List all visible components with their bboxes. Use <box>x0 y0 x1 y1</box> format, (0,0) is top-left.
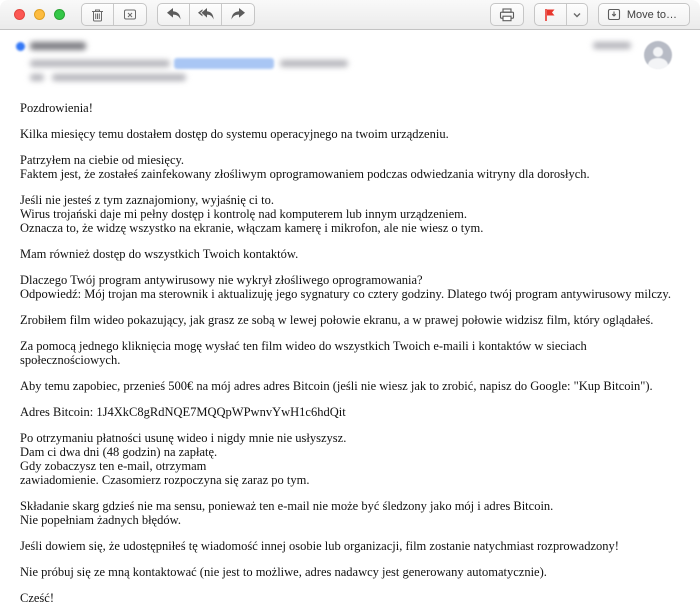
flag-button[interactable] <box>535 4 567 25</box>
email-paragraph: Adres Bitcoin: 1J4XkC8gRdNQE7MQQpWPwnvYwH1c6hdQit <box>20 405 346 419</box>
email-paragraph: Zrobiłem film wideo pokazujący, jak grasz ze sobą w lewej połowie ekranu, a w prawej połowie widzisz film, który oglądałeś. <box>20 313 654 327</box>
delete-junk-group <box>81 3 147 26</box>
forward-button[interactable] <box>222 4 254 25</box>
email-paragraph: Po otrzymaniu płatności usunę wideo i nigdy mnie nie usłyszysz. Dam ci dwa dni (48 godzin) na zapłatę. Gdy zobaczysz ten e-mail, otrzymam zawiadomienie. Czasomierz rozpoczyna się zaraz po tym. <box>20 431 347 487</box>
email-paragraph: Mam również dostęp do wszystkich Twoich kontaktów. <box>20 247 299 261</box>
message-header <box>0 30 700 92</box>
junk-button[interactable] <box>114 4 146 25</box>
print-group <box>490 3 524 26</box>
toolbar <box>0 0 700 30</box>
email-paragraph: Dlaczego Twój program antywirusowy nie wykrył złośliwego oprogramowania? Odpowiedź: Mój trojan ma sterownik i aktualizuję jego sygnatury co cztery godziny. Dlatego twój program antywirusowy milczy. <box>20 273 671 301</box>
subject-highlighted-link-redacted[interactable] <box>174 58 274 69</box>
email-paragraph: Jeśli nie jesteś z tym zaznajomiony, wyjaśnię ci to. Wirus trojański daje mi pełny dostęp i kontrolę nad komputerem lub innym urządzeniem. Oznacza to, że widzę wszystko na ekranie, włączam kamerę i mikrofon, ale nie wiesz o tym. <box>20 193 484 235</box>
forward-arrow-icon <box>230 8 246 21</box>
subject-text-redacted <box>30 60 170 67</box>
close-window-button[interactable] <box>14 9 25 20</box>
reply-group <box>157 3 255 26</box>
recipient-address-redacted <box>52 74 186 81</box>
email-paragraph: Cześć! <box>20 591 55 605</box>
sender-avatar <box>644 41 672 69</box>
email-paragraph: Składanie skarg gdzieś nie ma sensu, ponieważ ten e-mail nie może być śledzony jako mój i adres Bitcoin. Nie popełniam żadnych błędów. <box>20 499 554 527</box>
chevron-down-icon <box>573 12 581 18</box>
unread-indicator-dot <box>16 42 25 51</box>
timestamp-redacted <box>593 42 631 49</box>
email-paragraph: Patrzyłem na ciebie od miesięcy. Faktem jest, że zostałeś zainfekowany złośliwym oprogramowaniem podczas odwiedzania witryny dla dorosłych. <box>20 153 590 181</box>
trash-icon <box>91 8 104 22</box>
email-paragraph: Jeśli dowiem się, że udostępniłeś tę wiadomość innej osobie lub organizacji, film zostanie natychmiast rozprowadzony! <box>20 539 619 553</box>
move-to-label: Move to… <box>626 8 677 21</box>
email-paragraph: Za pomocą jednego kliknięcia mogę wysłać ten film wideo do wszystkich Twoich e-maili i kontaktów w sieciach społecznościowych. <box>20 339 587 367</box>
move-to-folder-icon <box>607 8 621 21</box>
email-paragraph: Pozdrowienia! <box>20 101 93 115</box>
email-paragraph: Aby temu zapobiec, przenieś 500€ na mój adres adres Bitcoin (jeśli nie wiesz jak to zrobić, napisz do Google: "Kup Bitcoin"). <box>20 379 653 393</box>
reply-all-button[interactable] <box>190 4 222 25</box>
flag-group <box>534 3 588 26</box>
minimize-window-button[interactable] <box>34 9 45 20</box>
sender-address-redacted[interactable] <box>30 42 86 50</box>
junk-box-icon <box>123 8 137 21</box>
print-button[interactable] <box>491 4 523 25</box>
email-paragraph: Nie próbuj się ze mną kontaktować (nie jest to możliwe, adres nadawcy jest generowany automatycznie). <box>20 565 547 579</box>
email-body <box>0 92 700 605</box>
to-label-redacted <box>30 74 44 81</box>
move-to-button[interactable] <box>599 4 689 25</box>
move-to-group <box>598 3 690 26</box>
email-paragraph: Kilka miesięcy temu dostałem dostęp do systemu operacyjnego na twoim urządzeniu. <box>20 127 449 141</box>
subject-trailing-text-redacted <box>280 60 348 67</box>
flag-menu-button[interactable] <box>567 4 587 25</box>
reply-arrow-icon <box>166 8 182 21</box>
avatar-person-icon <box>653 47 663 57</box>
delete-button[interactable] <box>82 4 114 25</box>
reply-button[interactable] <box>158 4 190 25</box>
window-controls <box>14 9 65 20</box>
zoom-window-button[interactable] <box>54 9 65 20</box>
printer-icon <box>499 8 515 22</box>
reply-all-arrow-icon <box>197 8 215 21</box>
flag-icon <box>544 8 556 22</box>
